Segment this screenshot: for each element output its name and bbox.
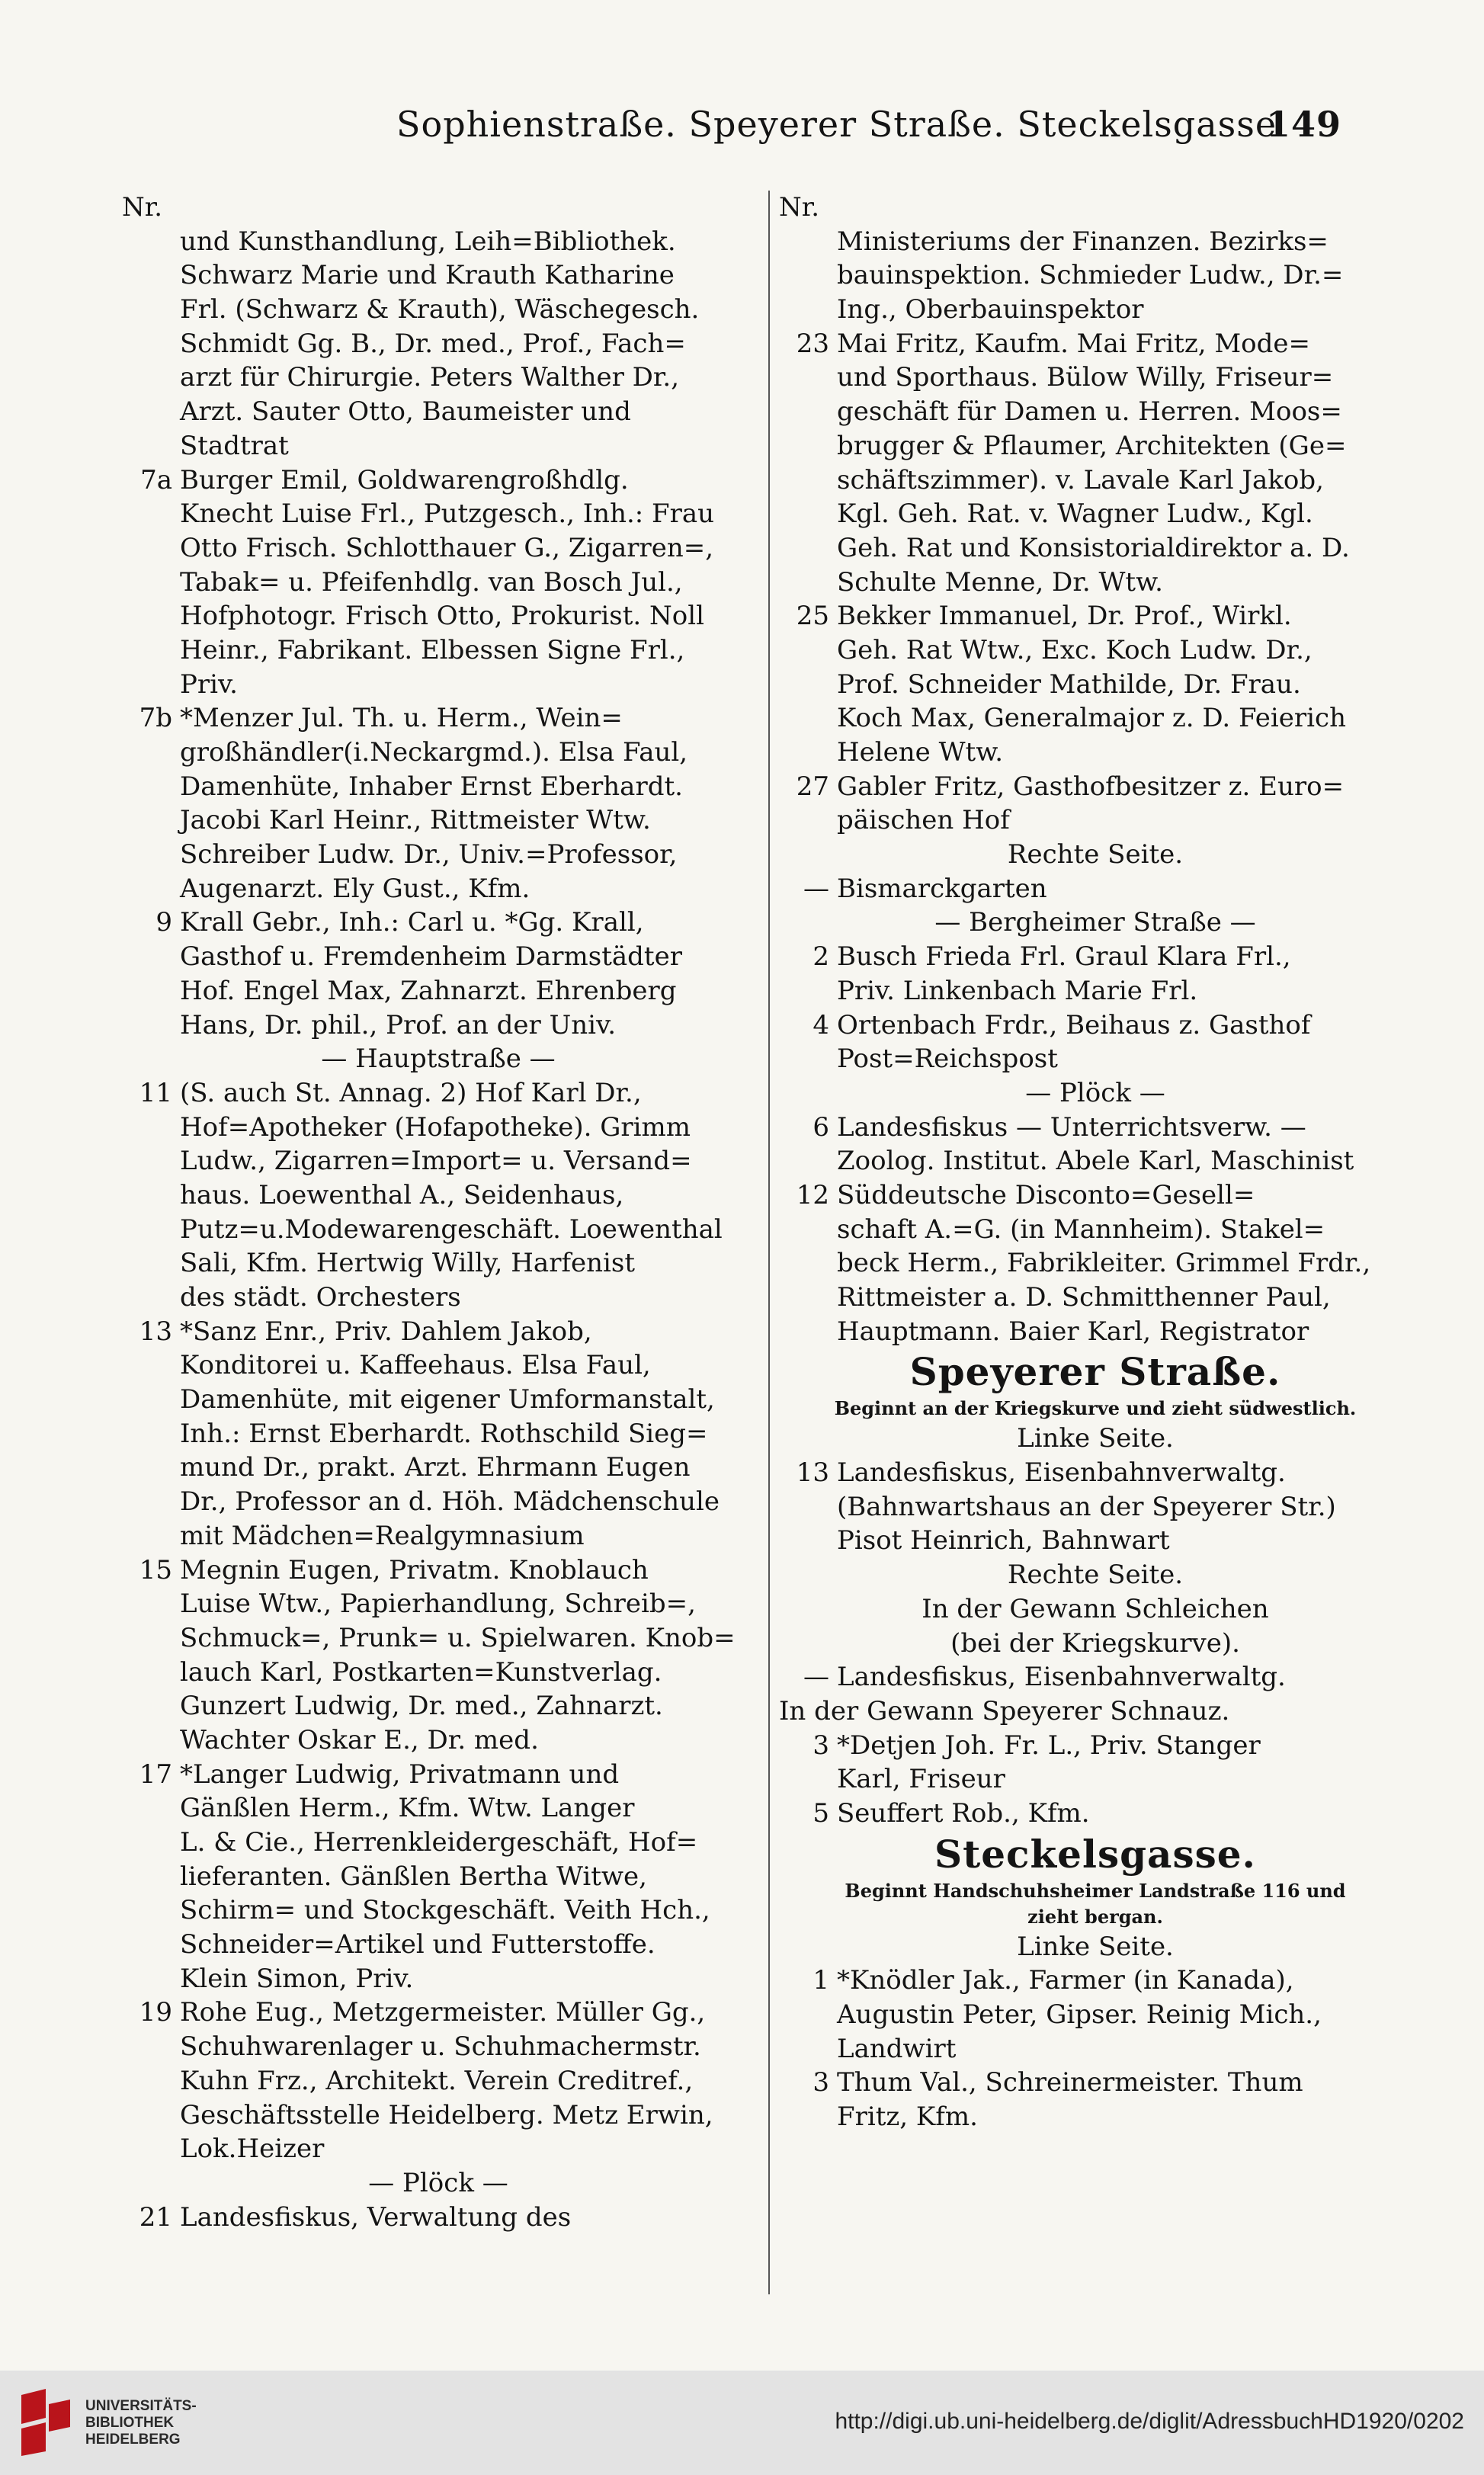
entry-text: Linke Seite.	[1017, 1423, 1174, 1454]
directory-line	[779, 361, 1412, 395]
entry-text: schäftszimmer). v. Lavale Karl Jakob,	[837, 464, 1324, 495]
right-column	[779, 191, 1412, 2134]
directory-line	[122, 1076, 755, 1111]
footer-bar	[0, 2371, 1484, 2475]
directory-line	[122, 225, 755, 259]
entry-text: Augustin Peter, Gipser. Reinig Mich.,	[837, 1999, 1322, 2030]
directory-line	[122, 361, 755, 395]
entry-text: Schuhwarenlager u. Schuhmachermstr.	[180, 2031, 701, 2063]
entry-text: Rechte Seite.	[1007, 839, 1184, 870]
entry-text: Landesfiskus — Unterrichtsverw. —	[837, 1111, 1306, 1143]
column-divider	[768, 191, 770, 2294]
directory-line	[779, 429, 1412, 463]
directory-line	[779, 906, 1412, 940]
directory-line	[122, 1758, 755, 1792]
directory-line	[122, 2098, 755, 2133]
entry-text: Geschäftsstelle Heidelberg. Metz Erwin,	[180, 2099, 713, 2130]
directory-line	[122, 599, 755, 633]
directory-line	[779, 497, 1412, 531]
entry-text: Klein Simon, Priv.	[180, 1963, 414, 1994]
directory-line	[122, 531, 755, 566]
directory-line	[122, 2132, 755, 2166]
entry-text: Hauptmann. Baier Karl, Registrator	[837, 1316, 1309, 1347]
entry-text: Ing., Oberbauinspektor	[837, 294, 1144, 325]
directory-line	[779, 327, 1412, 361]
directory-line	[779, 668, 1412, 702]
directory-line	[779, 1930, 1412, 1964]
directory-line	[122, 1417, 755, 1451]
directory-line	[122, 1383, 755, 1417]
source-url-link[interactable]: http://digi.ub.uni-heidelberg.de/diglit/AdressbuchHD1920/0202	[835, 2409, 1464, 2434]
directory-line	[122, 872, 755, 906]
directory-line	[779, 1348, 1412, 1396]
directory-line	[122, 1144, 755, 1178]
entry-text: bauinspektion. Schmieder Ludw., Dr.=	[837, 260, 1344, 291]
directory-line	[122, 906, 755, 940]
directory-line	[122, 566, 755, 600]
directory-line	[779, 1627, 1412, 1661]
entry-text: päischen Hof	[837, 805, 1010, 836]
directory-line	[122, 1723, 755, 1758]
house-number: 3	[813, 2067, 829, 2098]
directory-line	[122, 1621, 755, 1656]
entry-text: Süddeutsche Disconto=Gesell=	[837, 1179, 1255, 1210]
entry-text: Speyerer Straße.	[909, 1349, 1281, 1395]
entry-text: Pisot Heinrich, Bahnwart	[837, 1525, 1170, 1556]
entry-text: Hof. Engel Max, Zahnarzt. Ehrenberg	[180, 975, 677, 1006]
directory-line	[779, 1831, 1412, 1878]
entry-text: Tabak= u. Pfeifenhdlg. van Bosch Jul.,	[180, 566, 683, 598]
entry-text: Arzt. Sauter Otto, Baumeister und	[180, 396, 631, 428]
directory-line	[122, 327, 755, 361]
directory-line	[779, 599, 1412, 633]
entry-text: Luise Wtw., Papierhandlung, Schreib=,	[180, 1589, 696, 1620]
directory-line	[779, 2100, 1412, 2134]
entry-text: — Hauptstraße —	[321, 1044, 556, 1075]
directory-line	[779, 803, 1412, 838]
directory-line	[779, 1315, 1412, 1349]
entry-text: haus. Loewenthal A., Seidenhaus,	[180, 1179, 624, 1210]
entry-text: Megnin Eugen, Privatm. Knoblauch	[180, 1554, 649, 1585]
directory-line	[122, 1656, 755, 1690]
directory-line	[122, 838, 755, 872]
directory-line	[779, 1008, 1412, 1043]
directory-line	[122, 1178, 755, 1213]
entry-text: *Detjen Joh. Fr. L., Priv. Stanger	[837, 1730, 1261, 1761]
entry-text: (S. auch St. Annag. 2) Hof Karl Dr.,	[180, 1077, 642, 1108]
directory-line	[779, 770, 1412, 804]
house-number: 13	[139, 1316, 172, 1347]
entry-text: lieferanten. Gänßlen Bertha Witwe,	[180, 1861, 647, 1892]
directory-line	[779, 1246, 1412, 1281]
house-number: 7b	[139, 703, 172, 734]
entry-text: zieht bergan.	[1027, 1905, 1163, 1928]
directory-line	[779, 1213, 1412, 1247]
house-number: 9	[155, 907, 172, 938]
directory-line	[122, 463, 755, 498]
directory-line	[779, 1144, 1412, 1178]
directory-line	[779, 1797, 1412, 1831]
directory-line	[122, 1996, 755, 2030]
directory-line	[779, 463, 1412, 498]
directory-line	[122, 1042, 755, 1076]
entry-text: *Langer Ludwig, Privatmann und	[180, 1758, 620, 1790]
directory-line	[122, 2030, 755, 2064]
directory-line	[122, 803, 755, 838]
entry-text: brugger & Pflaumer, Architekten (Ge=	[837, 430, 1347, 461]
entry-text: geschäft für Damen u. Herren. Moos=	[837, 396, 1342, 428]
directory-line	[122, 2166, 755, 2201]
entry-text: Otto Frisch. Schlotthauer G., Zigarren=,	[180, 532, 714, 563]
directory-line	[779, 1729, 1412, 1763]
directory-line	[122, 1451, 755, 1485]
directory-line	[779, 1396, 1412, 1422]
entry-text: Damenhüte, mit eigener Umformanstalt,	[180, 1384, 715, 1415]
directory-line	[122, 1689, 755, 1723]
directory-line	[779, 1281, 1412, 1315]
entry-text: Schirm= und Stockgeschäft. Veith Hch.,	[180, 1895, 710, 1926]
entry-text: Landwirt	[837, 2033, 957, 2064]
entry-text: Gunzert Ludwig, Dr. med., Zahnarzt.	[180, 1691, 663, 1722]
entry-text: Schulte Menne, Dr. Wtw.	[837, 566, 1163, 598]
left-column	[122, 191, 755, 2234]
entry-text: Ministeriums der Finanzen. Bezirks=	[837, 226, 1329, 257]
directory-line	[122, 191, 755, 225]
directory-line	[779, 1762, 1412, 1797]
directory-line	[779, 2066, 1412, 2100]
entry-text: *Sanz Enr., Priv. Dahlem Jakob,	[180, 1316, 592, 1347]
house-number: 13	[796, 1457, 829, 1489]
entry-text: *Menzer Jul. Th. u. Herm., Wein=	[180, 703, 623, 734]
directory-line	[122, 668, 755, 702]
directory-line	[122, 258, 755, 293]
entry-text: Konditorei u. Kaffeehaus. Elsa Faul,	[180, 1350, 651, 1381]
entry-text: und Kunsthandlung, Leih=Bibliothek.	[180, 226, 676, 257]
directory-line	[779, 258, 1412, 293]
directory-line	[122, 633, 755, 668]
directory-line	[122, 1860, 755, 1894]
directory-line	[779, 1964, 1412, 1998]
directory-line	[779, 225, 1412, 259]
entry-text: Bekker Immanuel, Dr. Prof., Wirkl.	[837, 601, 1292, 632]
house-number: 19	[139, 1997, 172, 2028]
directory-line	[122, 940, 755, 974]
directory-line	[122, 2201, 755, 2235]
directory-line	[779, 1694, 1412, 1729]
directory-line	[122, 701, 755, 736]
entry-text: Augenarzt. Ely Gust., Kfm.	[180, 873, 530, 904]
directory-line	[779, 974, 1412, 1008]
house-number: —	[803, 1662, 829, 1693]
entry-text: In der Gewann Schleichen	[921, 1593, 1269, 1624]
entry-text: Busch Frieda Frl. Graul Klara Frl.,	[837, 941, 1291, 973]
entry-text: Lok.Heizer	[180, 2134, 325, 2165]
directory-line	[779, 1592, 1412, 1627]
directory-line	[779, 191, 1412, 225]
house-number: 23	[796, 328, 829, 359]
entry-text: Sali, Kfm. Hertwig Willy, Harfenist	[180, 1248, 636, 1279]
directory-line	[122, 1008, 755, 1043]
entry-text: Gänßlen Herm., Kfm. Wtw. Langer	[180, 1793, 635, 1824]
entry-text: Kuhn Frz., Architekt. Verein Creditref.,	[180, 2065, 694, 2096]
directory-line	[122, 429, 755, 463]
entry-text: des städt. Orchesters	[180, 1282, 461, 1313]
directory-line	[122, 293, 755, 327]
entry-text: L. & Cie., Herrenkleidergeschäft, Hof=	[180, 1827, 698, 1858]
directory-line	[779, 1178, 1412, 1213]
directory-line	[779, 872, 1412, 906]
entry-text: und Sporthaus. Bülow Willy, Friseur=	[837, 362, 1334, 393]
entry-text: *Knödler Jak., Farmer (in Kanada),	[837, 1965, 1294, 1996]
house-number: 7a	[140, 464, 172, 495]
entry-text: — Bergheimer Straße —	[934, 907, 1256, 938]
entry-text: beck Herm., Fabrikleiter. Grimmel Frdr.,	[837, 1248, 1371, 1279]
page-header	[396, 98, 1341, 159]
entry-text: Frl. (Schwarz & Krauth), Wäschegesch.	[180, 294, 700, 325]
directory-line	[122, 1315, 755, 1349]
house-number: 3	[813, 1730, 829, 1761]
entry-text: Priv.	[180, 668, 238, 700]
house-number: —	[803, 873, 829, 904]
directory-line	[779, 1904, 1412, 1930]
entry-text: (bei der Kriegskurve).	[950, 1627, 1240, 1659]
directory-line	[779, 1558, 1412, 1592]
entry-text: Stadtrat	[180, 430, 289, 461]
house-number: 15	[139, 1554, 172, 1585]
library-name-line: UNIVERSITÄTS-	[85, 2398, 197, 2414]
directory-line	[779, 1660, 1412, 1694]
directory-line	[122, 2064, 755, 2098]
entry-text: Schreiber Ludw. Dr., Univ.=Professor,	[180, 839, 678, 870]
house-number: 11	[139, 1077, 172, 1108]
directory-line	[122, 1111, 755, 1145]
entry-text: Rohe Eug., Metzgermeister. Müller Gg.,	[180, 1997, 706, 2028]
entry-text: Wachter Oskar E., Dr. med.	[180, 1724, 539, 1755]
entry-text: — Plöck —	[1025, 1077, 1165, 1108]
directory-line	[122, 736, 755, 770]
entry-text: Zoolog. Institut. Abele Karl, Maschinist	[837, 1146, 1354, 1177]
entry-text: Ortenbach Frdr., Beihaus z. Gasthof	[837, 1009, 1311, 1040]
entry-text: Landesfiskus, Eisenbahnverwaltg.	[837, 1457, 1286, 1489]
page-number: 149	[1265, 104, 1341, 145]
entry-text: mit Mädchen=Realgymnasium	[180, 1520, 585, 1551]
entry-text: Geh. Rat und Konsistorialdirektor a. D.	[837, 532, 1350, 563]
directory-line	[122, 1246, 755, 1281]
entry-text: Damenhüte, Inhaber Ernst Eberhardt.	[180, 771, 683, 802]
entry-text: Kgl. Geh. Rat. v. Wagner Ludw., Kgl.	[837, 499, 1313, 530]
entry-text: Thum Val., Schreinermeister. Thum	[837, 2067, 1303, 2098]
entry-text: Linke Seite.	[1017, 1931, 1174, 1962]
entry-text: Schneider=Artikel und Futterstoffe.	[180, 1929, 655, 1960]
entry-text: Seuffert Rob., Kfm.	[837, 1797, 1090, 1829]
entry-text: lauch Karl, Postkarten=Kunstverlag.	[180, 1656, 662, 1688]
entry-text: Steckelsgasse.	[934, 1831, 1256, 1877]
entry-text: Helene Wtw.	[837, 737, 1004, 768]
entry-text: Hans, Dr. phil., Prof. an der Univ.	[180, 1009, 617, 1040]
entry-text: In der Gewann Speyerer Schnauz.	[779, 1695, 1230, 1726]
directory-line	[122, 1348, 755, 1383]
entry-text: mund Dr., prakt. Arzt. Ehrmann Eugen	[180, 1452, 691, 1483]
house-number: 17	[139, 1758, 172, 1790]
entry-text: arzt für Chirurgie. Peters Walther Dr.,	[180, 362, 680, 393]
directory-line	[779, 838, 1412, 872]
house-number: 4	[813, 1009, 829, 1040]
directory-line	[779, 736, 1412, 770]
directory-line	[122, 1281, 755, 1315]
directory-line	[779, 1524, 1412, 1558]
directory-line	[779, 1998, 1412, 2032]
directory-line	[122, 497, 755, 531]
running-title: Sophienstraße. Speyerer Straße. Steckelsgasse	[396, 104, 1277, 145]
entry-text: Nr.	[122, 192, 163, 223]
entry-text: (Bahnwartshaus an der Speyerer Str.)	[837, 1491, 1336, 1522]
house-number: 27	[796, 771, 829, 802]
directory-line	[122, 1893, 755, 1928]
directory-line	[122, 974, 755, 1008]
directory-line	[779, 1076, 1412, 1111]
directory-line	[779, 566, 1412, 600]
entry-text: Geh. Rat Wtw., Exc. Koch Ludw. Dr.,	[837, 634, 1313, 665]
house-number: 21	[139, 2201, 172, 2233]
entry-text: Koch Max, Generalmajor z. D. Feierich	[837, 703, 1346, 734]
entry-text: schaft A.=G. (in Mannheim). Stakel=	[837, 1213, 1325, 1245]
directory-line	[779, 395, 1412, 429]
entry-text: — Plöck —	[368, 2167, 508, 2198]
entry-text: Ludw., Zigarren=Import= u. Versand=	[180, 1146, 692, 1177]
directory-line	[779, 1042, 1412, 1076]
directory-line	[122, 1962, 755, 1996]
directory-line	[122, 1519, 755, 1553]
entry-text: Gabler Fritz, Gasthofbesitzer z. Euro=	[837, 771, 1345, 802]
directory-line	[779, 633, 1412, 668]
entry-text: Heinr., Fabrikant. Elbessen Signe Frl.,	[180, 634, 685, 665]
entry-text: Bismarckgarten	[837, 873, 1047, 904]
entry-text: großhändler(i.Neckargmd.). Elsa Faul,	[180, 737, 688, 768]
directory-line	[122, 1928, 755, 1962]
entry-text: Fritz, Kfm.	[837, 2102, 978, 2133]
library-logo-icon	[15, 2387, 76, 2457]
entry-text: Landesfiskus, Eisenbahnverwaltg.	[837, 1662, 1286, 1693]
directory-line	[122, 1826, 755, 1860]
house-number: 25	[796, 601, 829, 632]
library-name	[85, 2398, 197, 2448]
directory-line	[122, 1485, 755, 1519]
house-number: 5	[813, 1797, 829, 1829]
directory-line	[779, 293, 1412, 327]
directory-line	[779, 701, 1412, 736]
entry-text: Landesfiskus, Verwaltung des	[180, 2201, 572, 2233]
entry-text: Rittmeister a. D. Schmitthenner Paul,	[837, 1282, 1331, 1313]
directory-line	[122, 1791, 755, 1826]
library-name-line: BIBLIOTHEK	[85, 2415, 175, 2431]
entry-text: Schwarz Marie und Krauth Katharine	[180, 260, 675, 291]
entry-text: Inh.: Ernst Eberhardt. Rothschild Sieg=	[180, 1418, 708, 1449]
entry-text: Gasthof u. Fremdenheim Darmstädter	[180, 941, 682, 973]
entry-text: Nr.	[779, 192, 820, 223]
directory-line	[779, 531, 1412, 566]
entry-text: Beginnt an der Kriegskurve und zieht südwestlich.	[834, 1397, 1357, 1420]
entry-text: Jacobi Karl Heinr., Rittmeister Wtw.	[180, 805, 651, 836]
house-number: 12	[796, 1179, 829, 1210]
entry-text: Knecht Luise Frl., Putzgesch., Inh.: Frau	[180, 499, 715, 530]
directory-line	[779, 2032, 1412, 2066]
directory-line	[779, 940, 1412, 974]
directory-line	[779, 1422, 1412, 1456]
entry-text: Schmuck=, Prunk= u. Spielwaren. Knob=	[180, 1622, 736, 1653]
directory-line	[122, 1553, 755, 1588]
entry-text: Beginnt Handschuhsheimer Landstraße 116 und	[845, 1879, 1346, 1902]
directory-line	[122, 770, 755, 804]
entry-text: Priv. Linkenbach Marie Frl.	[837, 975, 1198, 1006]
entry-text: Rechte Seite.	[1007, 1560, 1184, 1591]
entry-text: Schmidt Gg. B., Dr. med., Prof., Fach=	[180, 328, 686, 359]
directory-line	[779, 1490, 1412, 1524]
entry-text: Post=Reichspost	[837, 1044, 1058, 1075]
house-number: 1	[813, 1965, 829, 1996]
directory-line	[779, 1878, 1412, 1904]
directory-line	[779, 1456, 1412, 1490]
entry-text: Krall Gebr., Inh.: Carl u. *Gg. Krall,	[180, 907, 644, 938]
directory-line	[122, 1587, 755, 1621]
directory-line	[122, 1213, 755, 1247]
entry-text: Burger Emil, Goldwarengroßhdlg.	[180, 464, 629, 495]
entry-text: Prof. Schneider Mathilde, Dr. Frau.	[837, 668, 1301, 700]
library-name-line: HEIDELBERG	[85, 2432, 181, 2448]
entry-text: Mai Fritz, Kaufm. Mai Fritz, Mode=	[837, 328, 1311, 359]
entry-text: Karl, Friseur	[837, 1764, 1005, 1795]
entry-text: Hofphotogr. Frisch Otto, Prokurist. Noll	[180, 601, 704, 632]
house-number: 6	[813, 1111, 829, 1143]
directory-line	[122, 395, 755, 429]
entry-text: Hof=Apotheker (Hofapotheke). Grimm	[180, 1111, 691, 1143]
house-number: 2	[813, 941, 829, 973]
entry-text: Dr., Professor an d. Höh. Mädchenschule	[180, 1486, 720, 1518]
entry-text: Putz=u.Modewarengeschäft. Loewenthal	[180, 1213, 723, 1245]
directory-line	[779, 1111, 1412, 1145]
